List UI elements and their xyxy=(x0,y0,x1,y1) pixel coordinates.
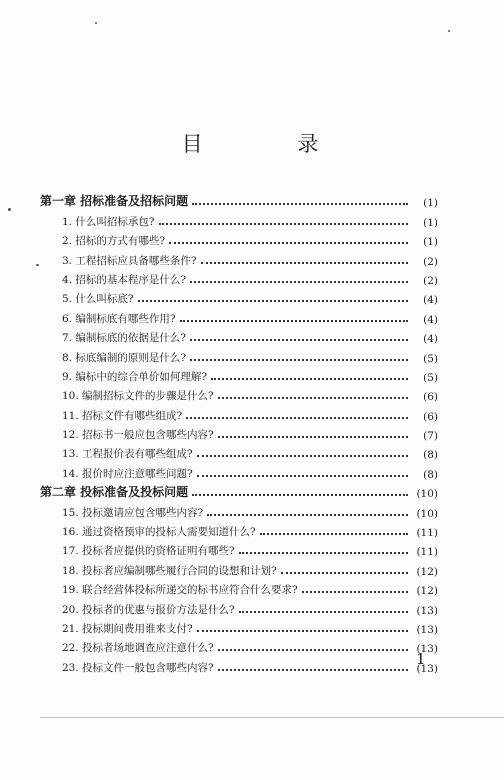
scan-edge-line xyxy=(40,717,504,718)
dot-leader xyxy=(190,339,408,341)
dot-leader xyxy=(201,262,409,264)
toc-chapter xyxy=(40,190,438,209)
toc-entry xyxy=(40,209,438,228)
dot-leader xyxy=(218,649,408,651)
toc-entry xyxy=(40,442,438,461)
entry-title: 13. 工程报价表有哪些组成? xyxy=(62,448,193,461)
entry-title: 10. 编制招标文件的步骤是什么? xyxy=(62,390,214,403)
entry-title: 11. 招标文件有哪些组成? xyxy=(62,409,183,422)
page-ref: (7) xyxy=(423,430,438,443)
entry-title: 9. 编标中的综合单价如何理解? xyxy=(62,370,207,383)
entry-title: 19. 联合经营体投标所递交的标书应符合什么要求? xyxy=(62,584,298,597)
toc-entry xyxy=(40,306,438,325)
dot-leader xyxy=(192,203,408,205)
dot-leader xyxy=(197,475,408,477)
dot-leader xyxy=(186,417,408,419)
page-ref: (11) xyxy=(416,527,438,540)
toc-entry xyxy=(40,287,438,306)
entry-title: 6. 编制标底有哪些作用? xyxy=(62,312,176,325)
dot-leader xyxy=(190,359,408,361)
page-ref: (4) xyxy=(423,294,438,307)
page-ref: (13) xyxy=(416,643,438,656)
dot-leader xyxy=(302,591,408,593)
toc-entry xyxy=(40,365,438,384)
entry-title: 7. 编制标底的依据是什么? xyxy=(62,332,186,345)
toc-entry xyxy=(40,597,438,616)
toc-entry xyxy=(40,539,438,558)
page-ref: (5) xyxy=(423,371,438,384)
dot-leader xyxy=(159,223,409,225)
entry-title: 2. 招标的方式有哪些? xyxy=(62,235,165,248)
entry-title: 1. 什么叫招标承包? xyxy=(62,215,155,228)
entry-title: 4. 招标的基本程序是什么? xyxy=(62,273,186,286)
toc-entry xyxy=(40,268,438,287)
entry-title: 14. 报价时应注意哪些问题? xyxy=(62,467,193,480)
page-number: 1 xyxy=(416,650,426,668)
page-ref: (1) xyxy=(423,216,438,229)
toc-entry xyxy=(40,636,438,655)
dot-leader xyxy=(218,397,408,399)
page-ref: (1) xyxy=(423,197,438,210)
toc-entry xyxy=(40,520,438,539)
entry-title: 21. 投标期间费用谁来支付? xyxy=(62,622,193,635)
page-ref: (13) xyxy=(416,604,438,617)
toc-entry xyxy=(40,229,438,248)
toc-entry xyxy=(40,500,438,519)
dot-leader xyxy=(138,300,409,302)
toc-entry xyxy=(40,248,438,267)
dot-leader xyxy=(281,572,408,574)
page-ref: (10) xyxy=(416,488,438,501)
page-title: 目 录 xyxy=(181,132,363,156)
page-ref: (2) xyxy=(423,255,438,268)
entry-title: 8. 标底编制的原则是什么? xyxy=(62,351,186,364)
entry-title: 18. 投标者应编制哪些履行合同的设想和计划? xyxy=(62,564,277,577)
page-ref: (6) xyxy=(423,410,438,423)
entry-title: 22. 投标者场地调查应注意什么? xyxy=(62,642,214,655)
entry-title: 20. 投标者的优惠与报价方法是什么? xyxy=(62,603,235,616)
dot-leader xyxy=(197,455,408,457)
dot-leader xyxy=(211,378,408,380)
entry-title: 15. 投标邀请应包含哪些内容? xyxy=(62,506,204,519)
page-ref: (2) xyxy=(423,274,438,287)
toc-entry xyxy=(40,384,438,403)
scan-speck xyxy=(8,208,11,211)
dot-leader xyxy=(218,669,408,671)
chapter-title: 第一章 招标准备及招标问题 xyxy=(40,194,189,209)
toc-entry xyxy=(40,461,438,480)
entry-title: 3. 工程招标应具备哪些条件? xyxy=(62,254,197,267)
page-ref: (4) xyxy=(423,313,438,326)
entry-title: 17. 投标者应提供的资格证明有哪些? xyxy=(62,545,235,558)
toc-entry xyxy=(40,578,438,597)
page-ref: (6) xyxy=(423,391,438,404)
dot-leader xyxy=(197,630,408,632)
toc-entry xyxy=(40,326,438,345)
page-ref: (13) xyxy=(416,623,438,636)
page-ref: (12) xyxy=(416,565,438,578)
page-ref: (13) xyxy=(416,662,438,675)
dot-leader xyxy=(192,494,408,496)
toc-entry xyxy=(40,403,438,422)
table-of-contents xyxy=(40,190,438,675)
entry-title: 23. 投标文件一般包含哪些内容? xyxy=(62,661,214,674)
dot-leader xyxy=(260,533,408,535)
page-ref: (11) xyxy=(416,546,438,559)
page-ref: (4) xyxy=(423,333,438,346)
toc-entry xyxy=(40,558,438,577)
toc-entry xyxy=(40,617,438,636)
page-ref: (12) xyxy=(416,585,438,598)
toc-entry xyxy=(40,655,438,674)
page-ref: (8) xyxy=(423,449,438,462)
scan-speck xyxy=(448,30,450,32)
dot-leader xyxy=(218,436,408,438)
chapter-title: 第二章 投标准备及投标问题 xyxy=(40,485,189,500)
dot-leader xyxy=(169,242,408,244)
toc-entry xyxy=(40,345,438,364)
page-ref: (8) xyxy=(423,468,438,481)
entry-title: 12. 招标书一般应包含哪些内容? xyxy=(62,429,214,442)
toc-chapter xyxy=(40,481,438,500)
entry-title: 16. 通过资格预审的投标人需要知道什么? xyxy=(62,526,256,539)
dot-leader xyxy=(180,320,409,322)
toc-entry xyxy=(40,423,438,442)
dot-leader xyxy=(239,552,408,554)
scan-speck xyxy=(95,22,97,24)
entry-title: 5. 什么叫标底? xyxy=(62,293,134,306)
dot-leader xyxy=(190,281,408,283)
page-ref: (10) xyxy=(416,507,438,520)
page-ref: (1) xyxy=(423,236,438,249)
dot-leader xyxy=(239,611,408,613)
page-ref: (5) xyxy=(423,352,438,365)
dot-leader xyxy=(207,514,408,516)
scan-speck xyxy=(36,264,39,266)
